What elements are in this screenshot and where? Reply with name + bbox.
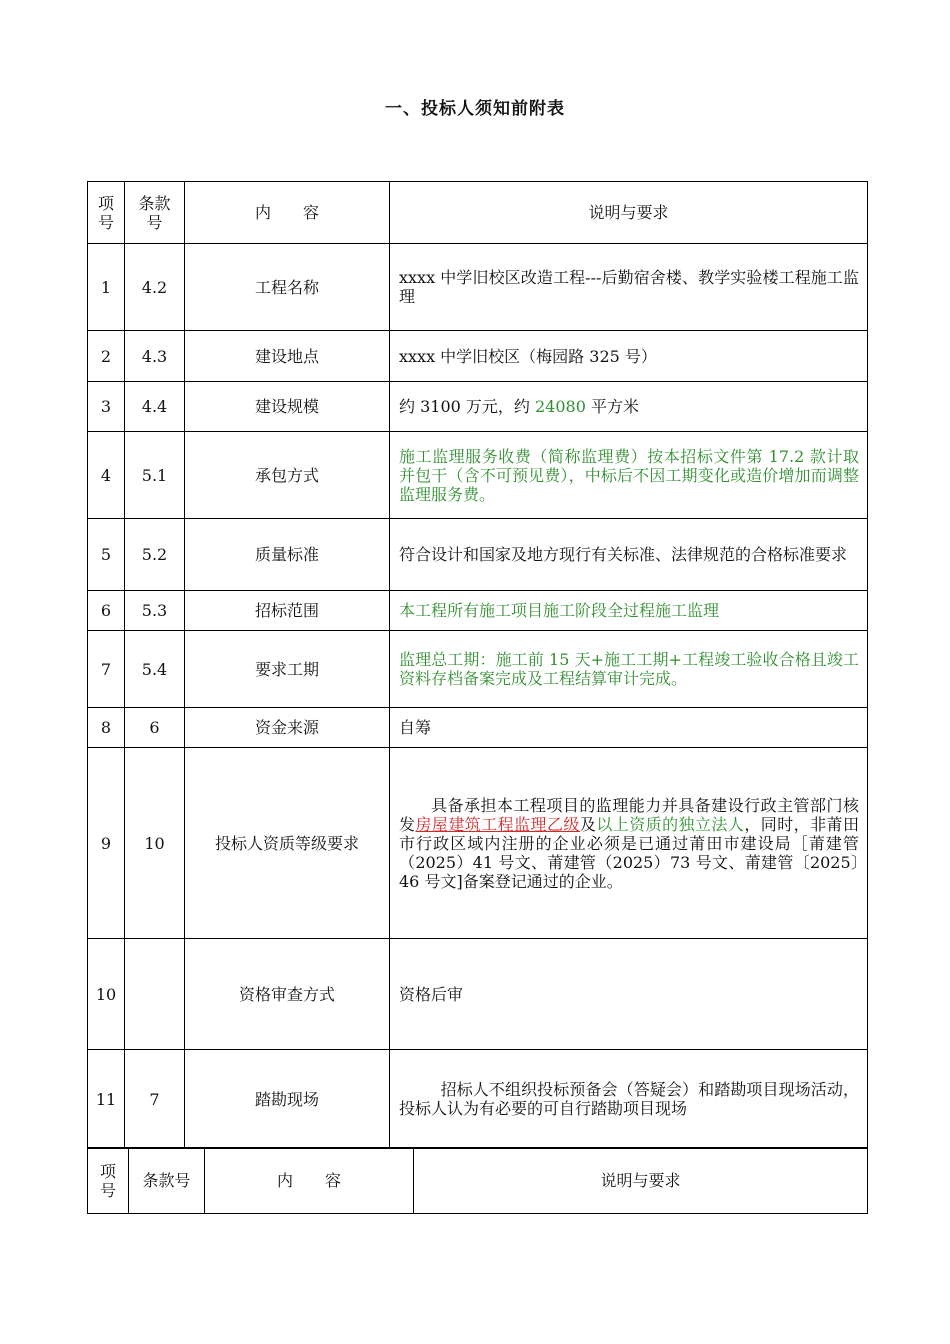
row-description: 本工程所有施工项目施工阶段全过程施工监理 (390, 591, 868, 631)
header-item-no: 项 号 (88, 1148, 129, 1214)
row-clause: 10 (125, 748, 185, 939)
row-description: 具备承担本工程项目的监理能力并具备建设行政主管部门核发房屋建筑工程监理乙级及以上资质的独立法人，同时，非莆田市行政区域内注册的企业必须是已通过莆田市建设局［莆建管（2025）41 号文、莆建管（2025）73 号文、莆建管〔2025〕46 号文]备案登记通过的企业。 (390, 748, 868, 939)
row-description: xxxx 中学旧校区（梅园路 325 号） (390, 331, 868, 382)
row-description: 约 3100 万元，约 24080 平方米 (390, 382, 868, 432)
row-clause: 5.3 (125, 591, 185, 631)
row-item: 承包方式 (185, 432, 390, 519)
row-description: xxxx 中学旧校区改造工程---后勤宿舍楼、教学实验楼工程施工监理 (390, 244, 868, 331)
row-description: 资格后审 (390, 939, 868, 1050)
row-number: 5 (88, 519, 125, 591)
header-description: 说明与要求 (390, 182, 868, 244)
continued-table-header (87, 1147, 868, 1214)
table-row (88, 382, 868, 432)
table-row (88, 939, 868, 1050)
row-item: 要求工期 (185, 631, 390, 708)
row-number: 6 (88, 591, 125, 631)
row-number: 1 (88, 244, 125, 331)
table-row (88, 244, 868, 331)
row-item: 招标范围 (185, 591, 390, 631)
qualification-level: 房屋建筑工程监理乙级 (415, 814, 580, 834)
table-header-row (88, 182, 868, 244)
row-number: 4 (88, 432, 125, 519)
row-description: 监理总工期：施工前 15 天+施工工期+工程竣工验收合格且竣工资料存档备案完成及工程结算审计完成。 (390, 631, 868, 708)
row-description: 符合设计和国家及地方现行有关标准、法律规范的合格标准要求 (390, 519, 868, 591)
row-number: 7 (88, 631, 125, 708)
row-clause: 4.3 (125, 331, 185, 382)
row-clause: 5.2 (125, 519, 185, 591)
row-number: 8 (88, 708, 125, 748)
table-row (88, 432, 868, 519)
header-clause-no: 条款号 (129, 1148, 205, 1214)
area-value: 24080 (534, 397, 586, 416)
row-item: 投标人资质等级要求 (185, 748, 390, 939)
row-clause (125, 939, 185, 1050)
header-item-no: 项 号 (88, 182, 125, 244)
row-item: 资格审查方式 (185, 939, 390, 1050)
row-number: 3 (88, 382, 125, 432)
row-item: 建设规模 (185, 382, 390, 432)
row-clause: 4.2 (125, 244, 185, 331)
header-content: 内 容 (185, 182, 390, 244)
row-clause: 5.4 (125, 631, 185, 708)
row-clause: 6 (125, 708, 185, 748)
row-item: 踏勘现场 (185, 1050, 390, 1149)
table-row (88, 631, 868, 708)
table-row (88, 1050, 868, 1149)
row-description: 自筹 (390, 708, 868, 748)
header-clause-no: 条款 号 (125, 182, 185, 244)
row-description: 施工监理服务收费（简称监理费）按本招标文件第 17.2 款计取并包干（含不可预见费），中标后不因工期变化或造价增加而调整监理服务费。 (390, 432, 868, 519)
table-row (88, 519, 868, 591)
row-number: 2 (88, 331, 125, 382)
bid-notice-table (87, 181, 868, 1149)
row-clause: 4.4 (125, 382, 185, 432)
row-description: 招标人不组织投标预备会（答疑会）和踏勘项目现场活动，投标人认为有必要的可自行踏勘项目现场 (390, 1050, 868, 1149)
row-number: 11 (88, 1050, 125, 1149)
header-content: 内 容 (205, 1148, 414, 1214)
table-row (88, 331, 868, 382)
table-row (88, 591, 868, 631)
table-row (88, 748, 868, 939)
row-clause: 7 (125, 1050, 185, 1149)
row-clause: 5.1 (125, 432, 185, 519)
row-number: 10 (88, 939, 125, 1050)
row-item: 建设地点 (185, 331, 390, 382)
row-number: 9 (88, 748, 125, 939)
page-title: 一、投标人须知前附表 (385, 99, 565, 119)
row-item: 工程名称 (185, 244, 390, 331)
table-row (88, 708, 868, 748)
table-header-row (88, 1148, 868, 1214)
row-item: 资金来源 (185, 708, 390, 748)
header-description: 说明与要求 (414, 1148, 868, 1214)
row-item: 质量标准 (185, 519, 390, 591)
independent-legal-person: 以上资质的独立法人 (596, 814, 745, 834)
